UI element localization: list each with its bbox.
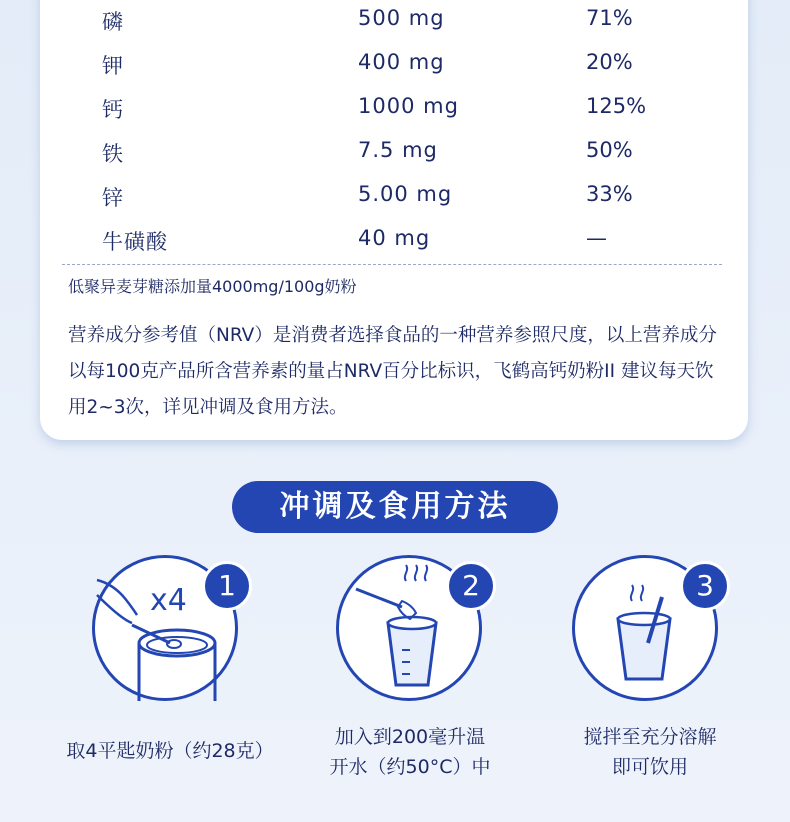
nutrient-amount: 1000 mg xyxy=(358,94,459,118)
nutrient-amount: 500 mg xyxy=(358,6,445,30)
nutrition-row xyxy=(40,88,740,132)
nutrient-name: 钙 xyxy=(102,98,124,122)
caption-line: 取4平匙奶粉（约28克） xyxy=(66,740,274,762)
nutrient-nrv: 125% xyxy=(586,94,647,118)
nrv-description: 营养成分参考值（NRV）是消费者选择食品的一种营养参照尺度，以上营养成分以每100克产品所含营养素的量占NRV百分比标识，飞鹤高钙奶粉II 建议每天饮用2~3次，详见冲调及食用方法。 xyxy=(68,325,717,418)
nutrient-nrv: 50% xyxy=(586,138,633,162)
nutrient-amount: 5.00 mg xyxy=(358,182,453,206)
step-3-caption xyxy=(540,722,760,782)
step-2-caption xyxy=(300,722,520,782)
nutrient-nrv: — xyxy=(586,226,607,250)
oligosaccharide-note: 低聚异麦芽糖添加量4000mg/100g奶粉 xyxy=(68,277,357,296)
nutrient-name: 锌 xyxy=(102,186,124,210)
nutrition-card xyxy=(40,0,748,440)
step-1 xyxy=(92,555,242,705)
nutrition-row xyxy=(40,176,740,220)
nutrient-nrv: 33% xyxy=(586,182,633,206)
nutrient-amount: 40 mg xyxy=(358,226,431,250)
nutrient-name: 铁 xyxy=(102,142,124,166)
caption-line: 开水（约50°C）中 xyxy=(329,756,491,778)
step-number-badge: 3 xyxy=(680,561,730,611)
multiplier-label: x4 xyxy=(150,583,187,618)
caption-line: 加入到200毫升温 xyxy=(334,726,486,748)
nutrient-nrv: 20% xyxy=(586,50,633,74)
nutrient-amount: 400 mg xyxy=(358,50,445,74)
nutrient-name: 磷 xyxy=(102,10,124,34)
nutrition-row xyxy=(40,132,740,176)
step-1-caption xyxy=(60,736,280,766)
step-2 xyxy=(336,555,486,705)
nutrition-row xyxy=(40,220,740,264)
method-title-banner: 冲调及食用方法 xyxy=(232,481,558,533)
step-3 xyxy=(572,555,722,705)
caption-line: 即可饮用 xyxy=(611,756,688,778)
step-number-badge: 1 xyxy=(202,561,252,611)
step-number-badge: 2 xyxy=(446,561,496,611)
nutrition-row xyxy=(40,0,740,44)
nutrient-name: 钾 xyxy=(102,54,124,78)
caption-line: 搅拌至充分溶解 xyxy=(583,726,717,748)
nutrient-name: 牛磺酸 xyxy=(102,230,168,254)
nutrient-amount: 7.5 mg xyxy=(358,138,438,162)
nutrition-row xyxy=(40,44,740,88)
nutrient-nrv: 71% xyxy=(586,6,633,30)
dashed-divider xyxy=(62,264,722,265)
